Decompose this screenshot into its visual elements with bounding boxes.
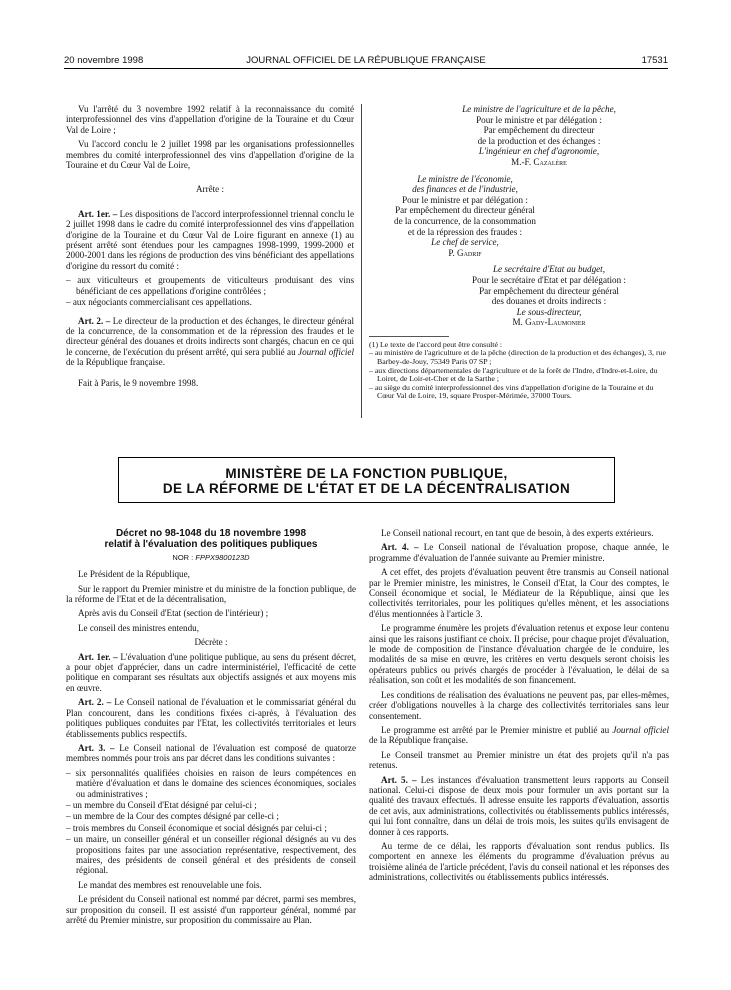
decree-article-1 [66, 652, 356, 694]
decree-paragraph: Le président du Conseil national est nommé par décret, parmi ses membres, sur proposition du conseil. Il est assisté d'un rapporteur général, nommé par arrêté du Premier ministre, sur proposition du commissaire au Plan. [66, 894, 356, 925]
article-text: Les instances d'évaluation transmettent leurs rapports au Conseil national. Celui-ci dispose de deux mois pour formuler un avis portant sur la qualité des travaux effectués. Il adresse ensuite les rapports d'évaluation, assortis de cet avis, aux administrations, collectivités ou établissements publics intéressés, qui lui font connaître, dans un délai de trois mois, les suites qu'ils envisagent de donner à ces rapports. [369, 774, 669, 837]
decrete-label: Décrète : [194, 637, 228, 648]
signature-line: Le sous-directeur, [516, 306, 582, 317]
decree-article-5 [369, 775, 669, 837]
list-item: – un membre du Conseil d'Etat désigné par celui-ci ; [66, 799, 257, 810]
decree-article-3 [66, 743, 356, 764]
article-text: Le directeur de la production et des échanges, le directeur général de la concurrence, de la consommation et de la répression des fraudes et le directeur général des douanes et droits indirects sont chargés, chacun en ce qui le concerne, de l'exécution du présent arrêté, qui sera publié au [66, 315, 354, 357]
visa-paragraph: Vu l'arrêté du 3 novembre 1992 relatif à la reconnaissance du comité interprofessionnel des vins d'appellation d'origine de la Touraine et du Cœur Val de Loire ; [66, 104, 354, 135]
signatory-name: P. Gadrif [448, 247, 482, 258]
decree-title-line: relatif à l'évaluation des politiques publiques [104, 539, 318, 551]
article-label: Art. 1er. – [78, 651, 118, 662]
decree-paragraph: Les conditions de réalisation des évaluations ne peuvent pas, par elles-mêmes, créer d'obligations nouvelles à la charge des collectivités territoriales sans leur consentement. [369, 689, 669, 721]
signatory-title: Le ministre de l'économie, [417, 173, 513, 184]
article-text: Les dispositions de l'accord interprofessionnel triennal conclu le 2 juillet 1998 dans le cadre du comité interprofessionnel des vins d'appellation d'origine de la Touraine et du Cœur Val de Loire figurant en annexe (1) au présent arrêté sont étendues pour les campagnes 1998-1999, 1999-2000 et 2000-2001 dans les régions de production des vins bénéficiant des appellations d'origine du ressort du comité : [66, 208, 354, 271]
article-label: Art. 5. – [381, 774, 417, 785]
signatory-title: des finances et de l'industrie, [412, 184, 518, 195]
list-item: – un membre de la Cour des comptes désigné par celle-ci ; [66, 811, 279, 822]
article-text: Le Conseil national de l'évaluation et le commissariat général du Plan concourent, dans les conditions fixées ci-après, à l'évaluation des politiques publiques conduites par l'Etat, les collectivités territoriales et leurs établissements publics respectifs. [66, 697, 356, 739]
decree-paragraph: Après avis du Conseil d'Etat (section de l'intérieur) ; [78, 608, 269, 619]
arrete-label: Arrête : [195, 184, 225, 195]
paragraph-text: de la République française. [369, 735, 468, 746]
signature-line: de la concurrence, de la consommation [394, 215, 536, 226]
signature-line: et de la répression des fraudes : [407, 226, 523, 237]
column-divider [361, 104, 362, 418]
article-label: Art. 2. – [78, 315, 111, 326]
footnote-item: – aux directions départementales de l'agriculture et de la forêt de l'Indre, d'Indre-et-Loire, du Loiret, de Loir-et-Cher et de la Sarthe ; [369, 365, 658, 384]
signature-line: de la production et des échanges : [477, 135, 601, 146]
signature-line: Pour le secrétaire d'Etat et par délégation : [472, 274, 626, 285]
footnote-intro: (1) Le texte de l'accord peut être consulté : [369, 339, 503, 349]
signature-line: des douanes et droits indirects : [491, 296, 607, 307]
page-header [64, 55, 668, 69]
paragraph-text: Le programme est arrêté par le Premier ministre et publié au [381, 724, 610, 735]
decree-paragraph: Le Président de la République, [78, 569, 190, 580]
list-item: – six personnalités qualifiées choisies en raison de leurs compétences en matière d'évaluation et dans le domaine des sciences économiques, sociales ou administratives ; [66, 767, 356, 799]
decree-right-column [369, 528, 669, 887]
decree-paragraph: A cet effet, des projets d'évaluation peuvent être transmis au Conseil national par le Premier ministre, les ministres, le Conseil d'Etat, la Cour des comptes, le Conseil économique et social, le Médiateur de la République, ainsi que les collectivités territoriales, pour les politiques qu'elles mènent, et les associations d'élus mentionnées à l'article 3. [369, 567, 669, 619]
page-number: 17531 [641, 55, 668, 66]
footnote-item: – au siège du comité interprofessionnel des vins d'appellation d'origine de la Touraine et du Cœur Val de Loire, 19, square Prosper-Mérimée, 37000 Tours. [369, 382, 654, 401]
signature-economie [365, 174, 565, 259]
decree-article-2 [66, 697, 356, 739]
article-text: Le Conseil national de l'évaluation propose, chaque année, le programme d'évaluation de l'année suivante au Premier ministre. [369, 542, 669, 563]
decree-paragraph: Le conseil des ministres entendu, [78, 622, 199, 633]
article-label: Art. 1er. – [78, 208, 118, 219]
signatory-name: M. Gady-Laumonier [512, 317, 586, 328]
nor-code: FPPX9800123D [195, 552, 250, 562]
article-text: de la République française. [66, 357, 165, 368]
done-at: Fait à Paris, le 9 novembre 1998. [78, 377, 199, 388]
signature-line: Pour le ministre et par délégation : [476, 114, 602, 125]
signatory-title: Le secrétaire d'Etat au budget, [493, 264, 605, 275]
decree-title-line: Décret no 98-1048 du 18 novembre 1998 [115, 528, 307, 539]
list-item: – trois membres du Conseil économique et social désignés par celui-ci ; [66, 822, 327, 833]
signature-line: Le chef de service, [431, 237, 499, 248]
journal-officiel-ref: Journal officiel [298, 346, 354, 357]
signature-budget [429, 264, 669, 328]
article-label: Art. 4. – [381, 542, 419, 553]
visa-paragraph: Vu l'accord conclu le 2 juillet 1998 par les organisations professionnelles membres du comité interprofessionnel des vins d'appellation d'origine de la Touraine et du Cœur Val de Loire, [66, 139, 354, 171]
article-1-list [66, 275, 354, 307]
signature-line: Pour le ministre et par délégation : [402, 194, 528, 205]
signature-line: Par empêchement du directeur [483, 125, 595, 136]
ministry-heading [118, 457, 615, 503]
signatures-column [369, 104, 669, 405]
article-text: L'évaluation d'une politique publique, au sens du présent décret, a pour objet d'apprécier, dans un cadre interministériel, l'efficacité de cette politique en comparant ses résultats aux objectifs assignés et aux moyens mis en œuvre. [66, 651, 356, 693]
signature-line: L'ingénieur en chef d'agronomie, [478, 146, 600, 157]
nor-label: NOR : [172, 552, 194, 562]
signature-agriculture [409, 104, 669, 168]
decree-paragraph [369, 725, 669, 746]
nor-reference [66, 553, 356, 563]
article-1 [66, 209, 354, 271]
decree-paragraph: Le programme énumère les projets d'évaluation retenus et expose leur contenu ainsi que les raisons justifiant ce choix. Il précise, pour chaque projet d'évaluation, le mode de composition de l'instance d'évaluation chargée de le conduire, les modalités de sa mise en œuvre, les critères en vertu desquels seront choisis les opérateurs publics ou privés chargés de procéder à l'évaluation, le délai de sa réalisation, son coût et les modalités de son financement. [369, 623, 669, 686]
decree-paragraph: Le mandat des membres est renouvelable une fois. [78, 879, 262, 890]
footnote-item: – au ministère de l'agriculture et de la pêche (direction de la production et des échanges), 3, rue Barbey-de-Jouy, 75349 Paris 07 SP ; [369, 348, 666, 367]
article-2 [66, 316, 354, 368]
decree-article-4 [369, 542, 669, 563]
article-3-list [66, 768, 356, 876]
signature-line: Par empêchement du directeur général [395, 205, 535, 216]
header-rule [64, 68, 668, 69]
signature-line: Par empêchement du directeur général [479, 285, 619, 296]
arrete-column [66, 104, 354, 392]
decree-paragraph: Sur le rapport du Premier ministre et du ministre de la fonction publique, de la réforme de l'Etat et de la décentralisation, [66, 583, 356, 605]
ministry-line: MINISTÈRE DE LA FONCTION PUBLIQUE, [225, 466, 508, 481]
decree-paragraph: Le Conseil national recourt, en tant que de besoin, à des experts extérieurs. [381, 528, 654, 538]
journal-title: JOURNAL OFFICIEL DE LA RÉPUBLIQUE FRANÇAISE [246, 55, 486, 66]
article-label: Art. 2. – [78, 697, 112, 708]
page-date: 20 novembre 1998 [64, 55, 144, 66]
ministry-line: DE LA RÉFORME DE L'ÉTAT ET DE LA DÉCENTRALISATION [162, 481, 571, 496]
article-label: Art. 3. – [78, 742, 115, 753]
article-text: Le Conseil national de l'évaluation est composé de quatorze membres nommés pour trois ans par décret dans les conditions suivantes : [66, 742, 356, 764]
list-item: – aux négociants commercialisant ces appellations. [66, 297, 252, 308]
decree-paragraph: Au terme de ce délai, les rapports d'évaluation sont rendus publics. Ils comportent en annexe les éléments du programme d'évaluation prévus au troisième alinéa de l'article précédent, l'avis du conseil national et les réponses des administrations, collectivités ou établissements publics intéressés. [369, 840, 669, 883]
signatory-name: M.-F. Cazalère [511, 156, 567, 167]
decree-left-column [66, 528, 356, 929]
journal-officiel-ref: Journal officiel [612, 724, 669, 735]
footnote-list [369, 349, 669, 401]
list-item: – aux viticulteurs et groupements de viticulteurs produisant des vins bénéficiant de ces appellations d'origine contrôlées ; [66, 275, 354, 296]
list-item: – un maire, un conseiller général et un conseiller régional désignés au vu des propositions faites par une association représentative, respectivement, des maires, des présidents de conseil général et des présidents de conseil régional. [66, 834, 356, 876]
footnote [369, 341, 669, 401]
footnote-rule [369, 336, 449, 337]
decree-title [66, 528, 356, 551]
decree-paragraph: Le Conseil transmet au Premier ministre un état des projets qu'il n'a pas retenus. [369, 749, 669, 771]
signatory-title: Le ministre de l'agriculture et de la pêche, [462, 104, 616, 114]
